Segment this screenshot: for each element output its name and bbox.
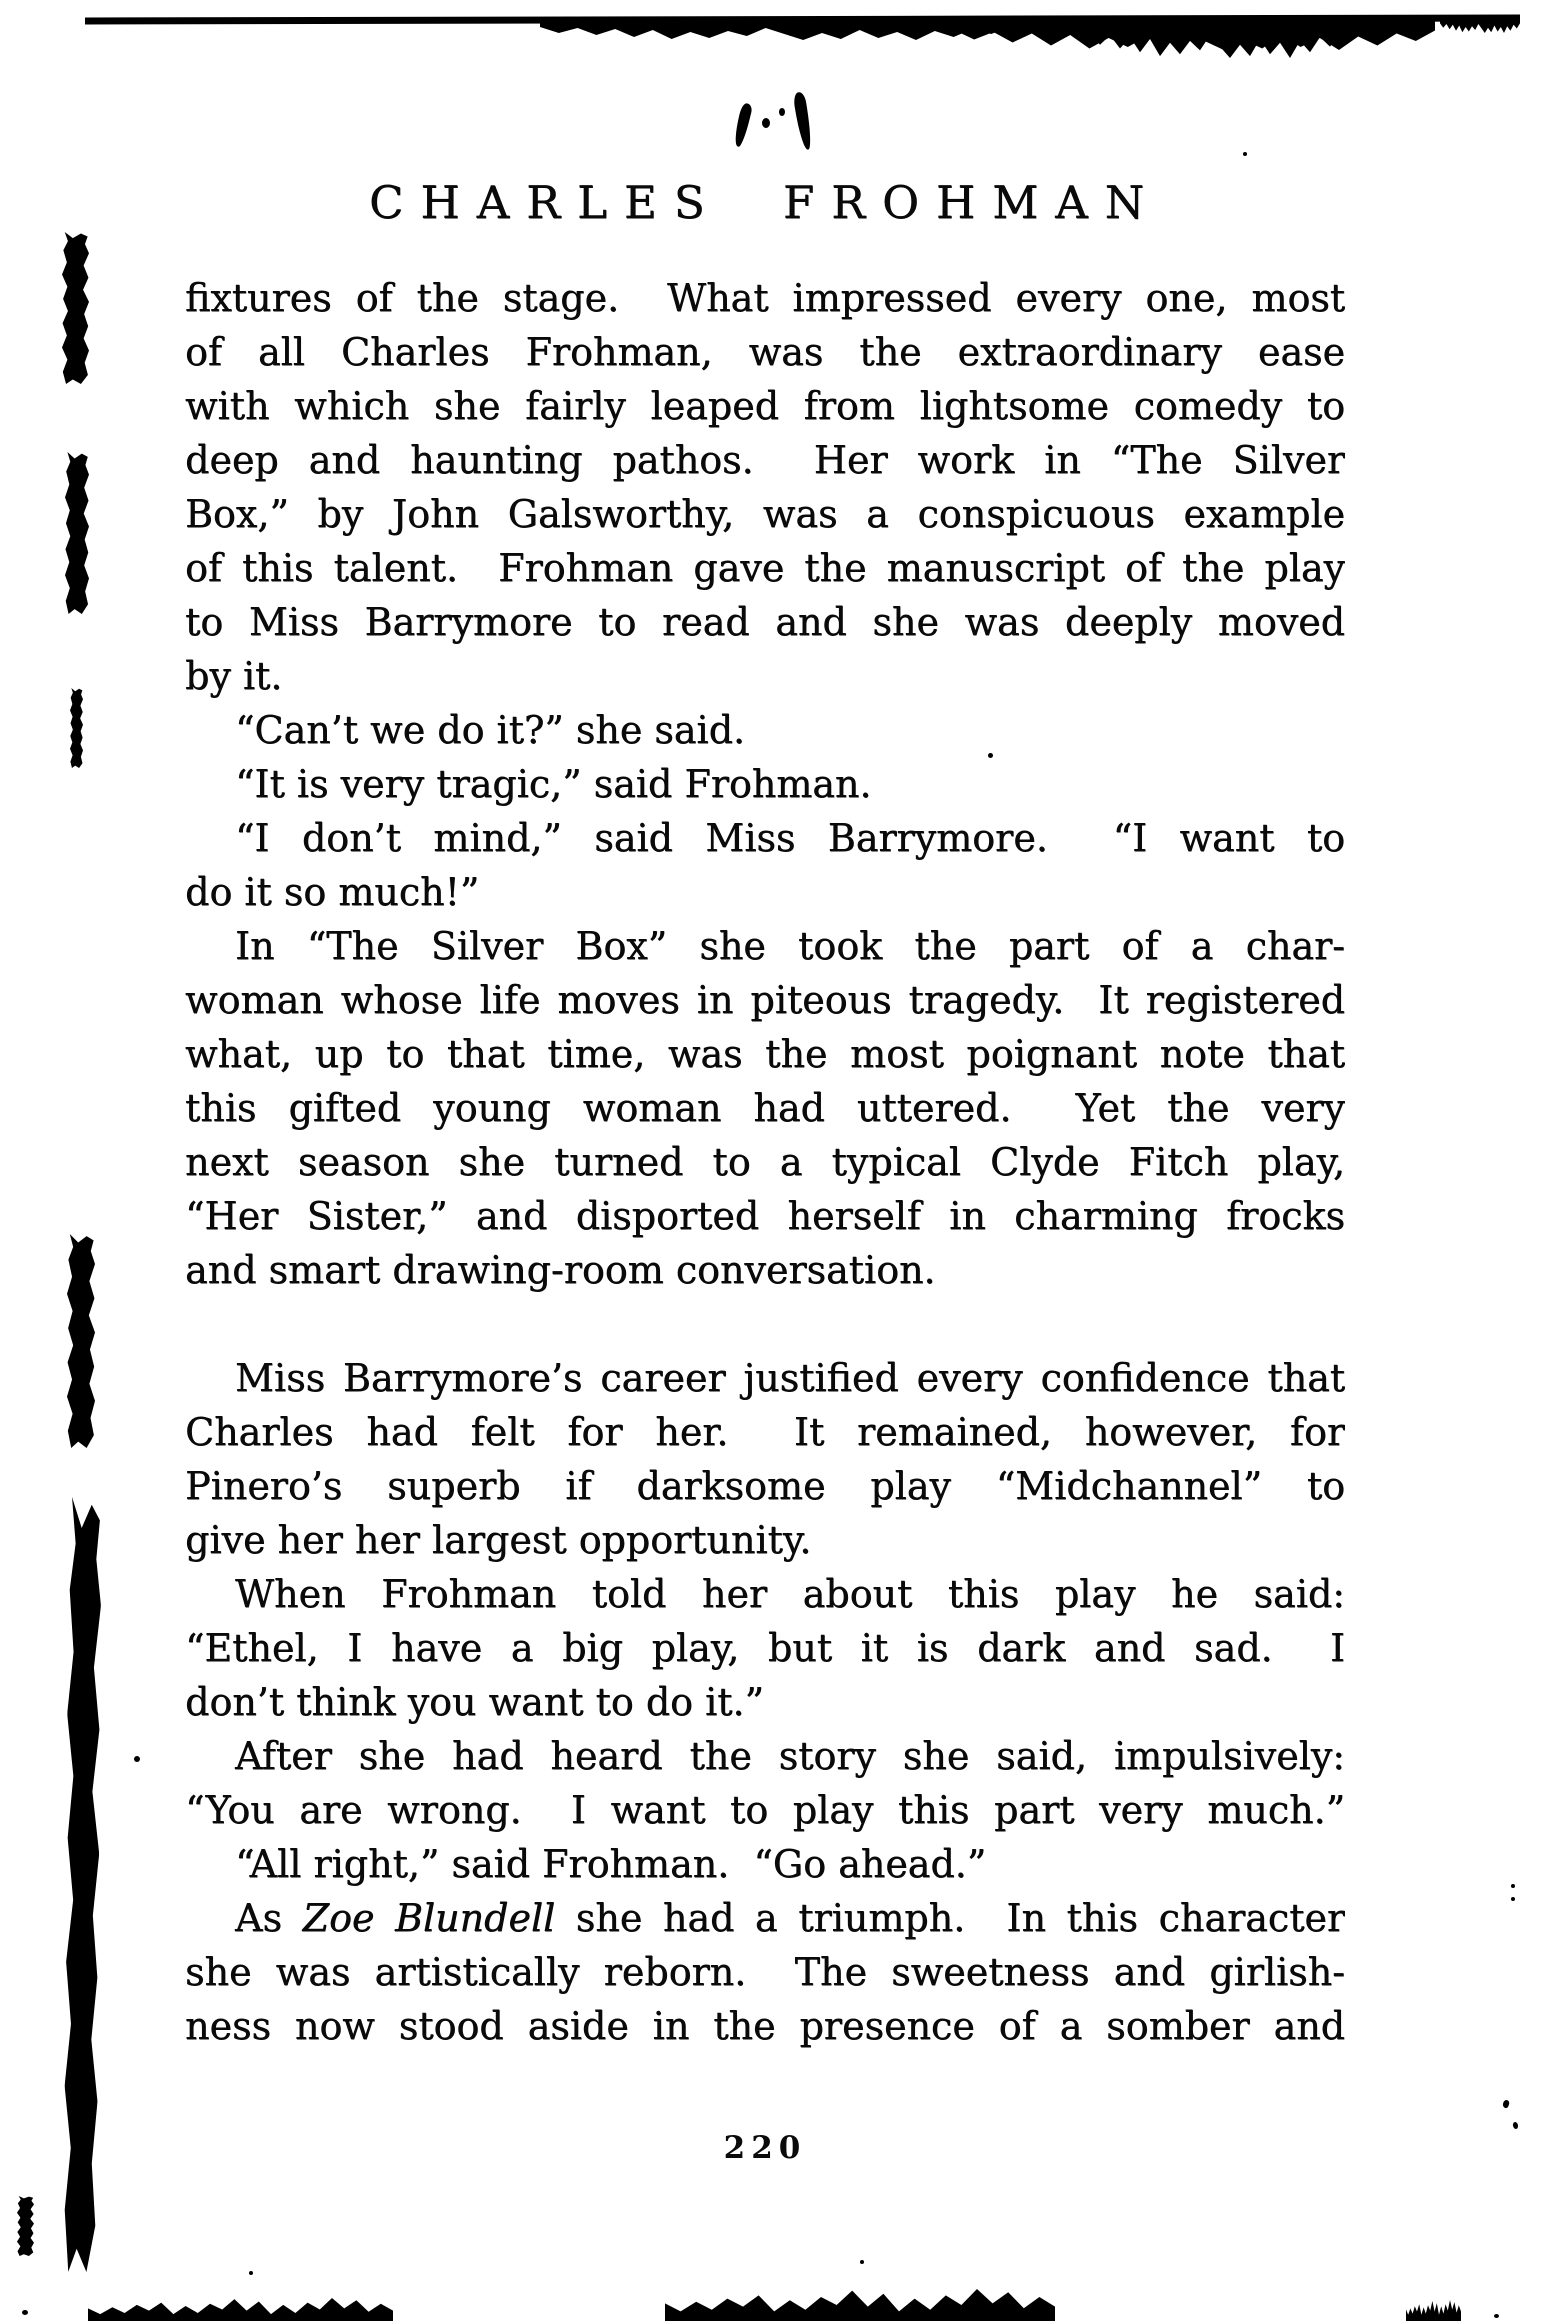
text-line <box>185 1783 1345 1837</box>
text-segment: do it so much!” <box>185 870 480 914</box>
ink-speck <box>1502 2099 1510 2109</box>
binding-mark <box>67 1234 95 1448</box>
text-line <box>185 541 1345 595</box>
text-line <box>185 379 1345 433</box>
text-segment: by it. <box>185 654 283 698</box>
paragraph <box>185 1351 1345 1567</box>
text-line <box>185 1729 1345 1783</box>
text-segment: Box,” by John Galsworthy, was a conspicuous example <box>185 492 1345 536</box>
paragraph <box>185 1567 1345 1729</box>
text-segment: she was artistically reborn. The sweetness and girlish- <box>185 1950 1345 1994</box>
text-segment: After she had heard the story she said, impulsively: <box>235 1734 1345 1778</box>
paragraph <box>185 271 1345 703</box>
ink-speck <box>1511 1897 1515 1901</box>
italic-text: Zoe Blundell <box>302 1896 556 1940</box>
paragraph <box>185 1891 1345 2053</box>
paragraph <box>185 811 1345 919</box>
ink-smudge <box>732 102 753 147</box>
paragraph <box>185 757 1345 811</box>
scan-artifact-top-fuzz <box>1090 20 1340 58</box>
text-segment: ness now stood aside in the presence of a somber and <box>185 2004 1345 2048</box>
text-segment: “Ethel, I have a big play, but it is dark and sad. I <box>185 1626 1345 1670</box>
ink-speck <box>249 2271 253 2275</box>
text-segment: she had a triumph. In this character <box>555 1896 1345 1940</box>
text-segment: woman whose life moves in piteous tragedy. It registered <box>185 978 1345 1022</box>
paragraph <box>185 1837 1345 1891</box>
text-line <box>185 1081 1345 1135</box>
binding-mark <box>62 232 89 384</box>
text-segment: When Frohman told her about this play he said: <box>235 1572 1345 1616</box>
ink-speck <box>134 1756 140 1762</box>
paragraph <box>185 703 1345 757</box>
ink-speck <box>1494 2314 1499 2318</box>
scan-artifact-bottom-smudge <box>665 2289 1055 2321</box>
text-segment: “Can’t we do it?” she said. <box>235 708 745 752</box>
text-segment: “I don’t mind,” said Miss Barrymore. “I want to <box>235 816 1345 860</box>
text-line <box>185 1027 1345 1081</box>
ink-speck <box>1512 2121 1519 2129</box>
text-segment: “Her Sister,” and disported herself in charming frocks <box>185 1194 1345 1238</box>
text-line <box>185 433 1345 487</box>
text-line <box>185 1567 1345 1621</box>
text-line <box>185 1189 1345 1243</box>
text-line <box>185 973 1345 1027</box>
text-line <box>185 865 1345 919</box>
text-segment: and smart drawing-room conversation. <box>185 1248 936 1292</box>
paragraph <box>185 1729 1345 1837</box>
text-segment: next season she turned to a typical Clyde Fitch play, <box>185 1140 1345 1184</box>
scan-artifact-bottom-smudge <box>1406 2300 1461 2321</box>
page-text <box>185 271 1345 2053</box>
text-line <box>185 811 1345 865</box>
text-segment: Charles had felt for her. It remained, however, for <box>185 1410 1345 1454</box>
text-line <box>185 1891 1345 1945</box>
text-segment: fixtures of the stage. What impressed every one, most <box>185 276 1345 320</box>
text-segment: don’t think you want to do it.” <box>185 1680 764 1724</box>
text-line <box>185 1459 1345 1513</box>
text-line <box>185 703 1345 757</box>
text-segment: “All right,” said Frohman. “Go ahead.” <box>235 1842 987 1886</box>
binding-mark <box>63 1497 101 2272</box>
text-line <box>185 1837 1345 1891</box>
ink-speck <box>762 118 770 128</box>
text-segment: Miss Barrymore’s career justified every confidence that <box>235 1356 1345 1400</box>
text-segment: to Miss Barrymore to read and she was deeply moved <box>185 600 1345 644</box>
text-line <box>185 1675 1345 1729</box>
binding-mark <box>65 452 89 614</box>
text-segment: Pinero’s superb if darksome play “Midchannel” to <box>185 1464 1345 1508</box>
text-line <box>185 1135 1345 1189</box>
text-line <box>185 757 1345 811</box>
binding-mark <box>17 2196 34 2256</box>
text-line <box>185 1351 1345 1405</box>
text-segment: with which she fairly leaped from lightsome comedy to <box>185 384 1345 428</box>
ink-smudge <box>793 91 814 150</box>
text-line <box>185 487 1345 541</box>
page-title: CHARLES FROHMAN <box>368 176 1162 229</box>
text-segment: deep and haunting pathos. Her work in “The Silver <box>185 438 1345 482</box>
binding-mark <box>70 688 83 768</box>
scan-artifact-top-fuzz <box>540 20 1010 40</box>
ink-speck <box>779 108 785 116</box>
text-segment: give her her largest opportunity. <box>185 1518 812 1562</box>
paragraph <box>185 919 1345 1297</box>
text-segment: “You are wrong. I want to play this part very much.” <box>185 1788 1345 1832</box>
text-segment: of this talent. Frohman gave the manuscript of the play <box>185 546 1345 590</box>
text-line <box>185 325 1345 379</box>
text-line <box>185 1621 1345 1675</box>
text-segment: this gifted young woman had uttered. Yet the very <box>185 1086 1345 1130</box>
ink-speck <box>22 2310 28 2315</box>
text-segment: what, up to that time, was the most poignant note that <box>185 1032 1345 1076</box>
ink-speck <box>1243 152 1247 156</box>
text-line <box>185 271 1345 325</box>
ink-speck <box>860 2260 864 2264</box>
text-line <box>185 649 1345 703</box>
text-line <box>185 1243 1345 1297</box>
page-number: 220 <box>723 2130 807 2166</box>
text-segment: “It is very tragic,” said Frohman. <box>235 762 872 806</box>
text-line <box>185 1999 1345 2053</box>
text-line <box>185 919 1345 973</box>
text-segment: As <box>235 1896 303 1940</box>
text-line <box>185 1945 1345 1999</box>
text-segment: of all Charles Frohman, was the extraordinary ease <box>185 330 1345 374</box>
text-line <box>185 1405 1345 1459</box>
scan-artifact-top-fuzz <box>1440 18 1520 33</box>
scan-artifact-bottom-smudge <box>88 2298 393 2321</box>
text-line <box>185 1513 1345 1567</box>
text-line <box>185 595 1345 649</box>
ink-speck <box>1511 1884 1515 1888</box>
text-segment: In “The Silver Box” she took the part of a char- <box>235 924 1345 968</box>
